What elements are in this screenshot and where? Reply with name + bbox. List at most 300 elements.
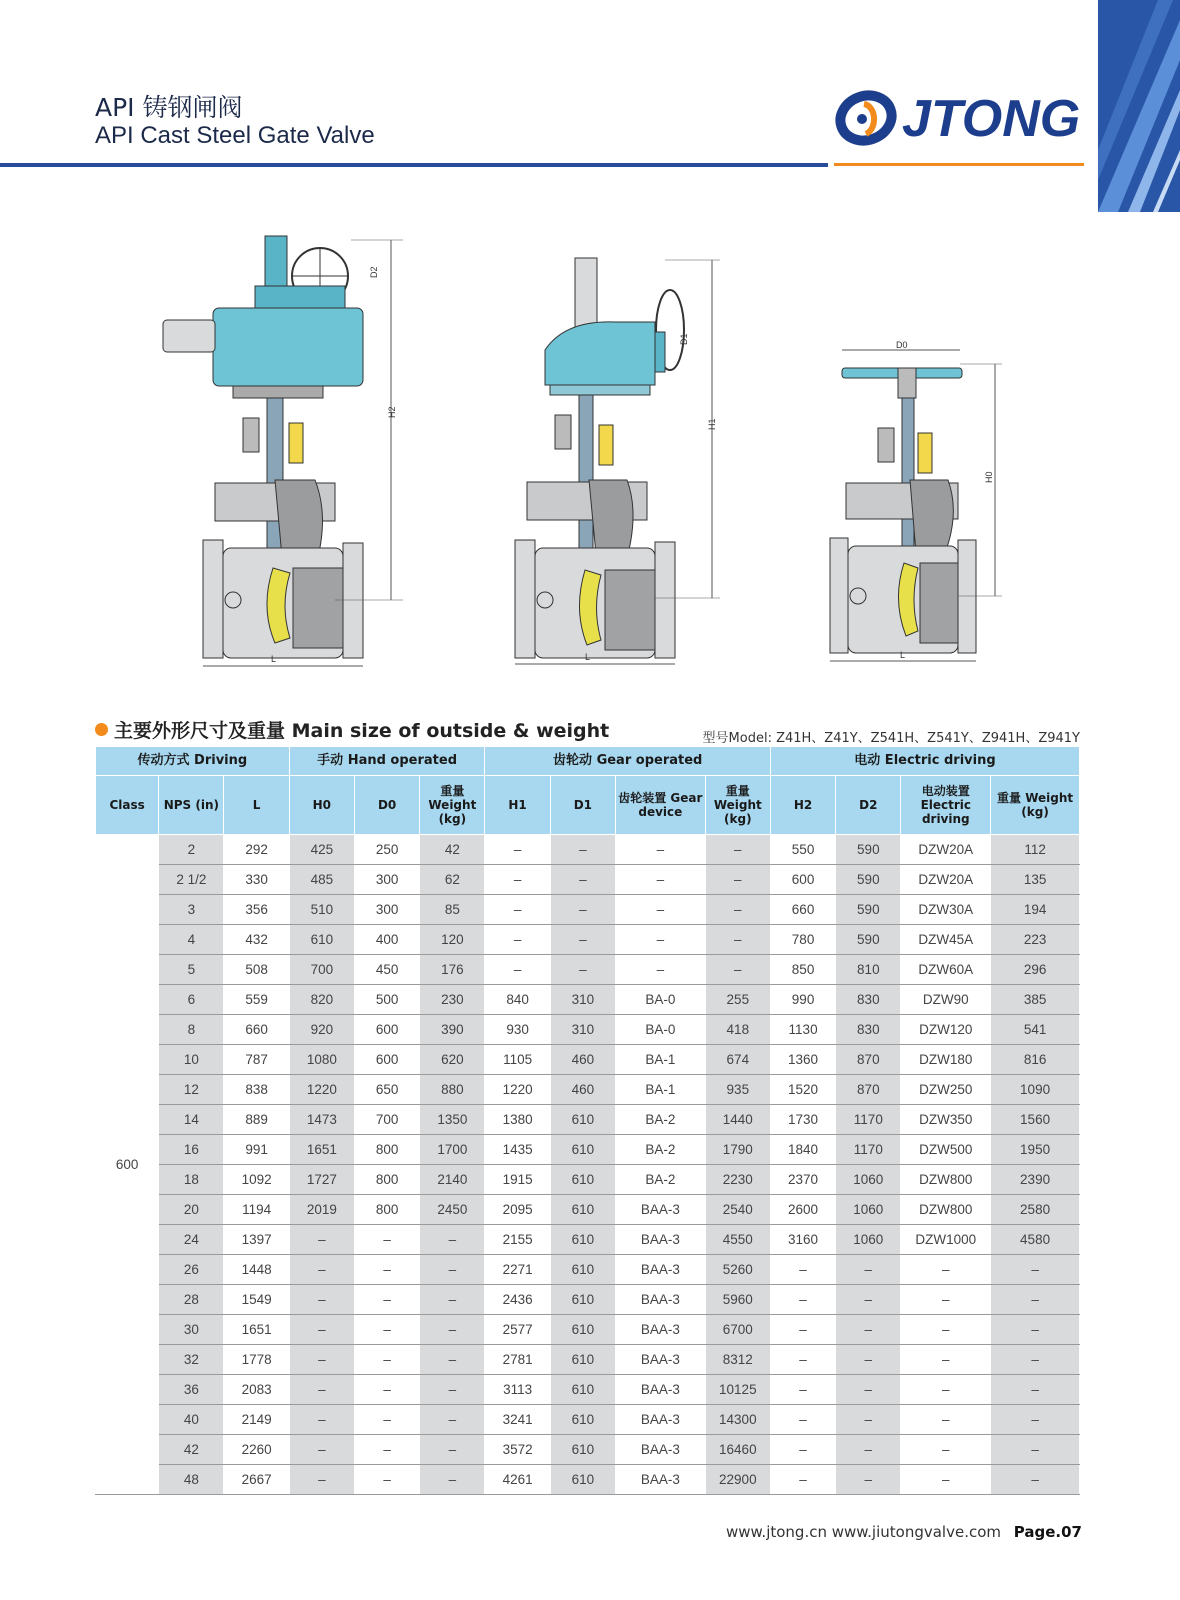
table-cell: 42: [159, 1435, 224, 1465]
table-cell: –: [836, 1435, 901, 1465]
table-cell: –: [705, 835, 770, 865]
spec-table: [95, 746, 1080, 1495]
table-cell: 1080: [289, 1045, 354, 1075]
group-electric: 电动 Electric driving: [770, 747, 1079, 776]
table-cell: –: [550, 925, 615, 955]
table-cell: 889: [224, 1105, 289, 1135]
table-row: [96, 955, 1080, 985]
table-cell: –: [289, 1345, 354, 1375]
table-cell: –: [991, 1285, 1080, 1315]
table-cell: 610: [550, 1345, 615, 1375]
table-cell: –: [550, 895, 615, 925]
table-cell: 194: [991, 895, 1080, 925]
table-row: [96, 1375, 1080, 1405]
table-cell: 135: [991, 865, 1080, 895]
table-cell: –: [901, 1435, 991, 1465]
table-cell: –: [550, 865, 615, 895]
section-title-text: 主要外形尺寸及重量 Main size of outside & weight: [114, 720, 610, 742]
table-cell: –: [420, 1285, 485, 1315]
table-cell: 385: [991, 985, 1080, 1015]
table-cell: DZW30A: [901, 895, 991, 925]
table-cell: 460: [550, 1075, 615, 1105]
table-cell: 610: [289, 925, 354, 955]
table-cell: 18: [159, 1165, 224, 1195]
table-row: [96, 1285, 1080, 1315]
table-cell: –: [485, 865, 550, 895]
table-cell: 10: [159, 1045, 224, 1075]
table-row: [96, 1345, 1080, 1375]
dim-d1: D1: [679, 333, 689, 345]
table-cell: –: [289, 1285, 354, 1315]
table-cell: 1130: [770, 1015, 835, 1045]
table-cell: 700: [289, 955, 354, 985]
table-cell: 1090: [991, 1075, 1080, 1105]
table-cell: 14300: [705, 1405, 770, 1435]
table-cell: –: [836, 1375, 901, 1405]
table-row: [96, 1465, 1080, 1495]
table-cell: 2271: [485, 1255, 550, 1285]
table-cell: 508: [224, 955, 289, 985]
table-cell: 1435: [485, 1135, 550, 1165]
table-cell: 1790: [705, 1135, 770, 1165]
table-cell: –: [485, 925, 550, 955]
dim-d0: D0: [896, 340, 908, 350]
table-cell: –: [289, 1375, 354, 1405]
table-cell: BAA-3: [615, 1465, 705, 1495]
table-cell: –: [289, 1315, 354, 1345]
table-cell: 300: [354, 895, 419, 925]
table-cell: 1350: [420, 1105, 485, 1135]
dim-l-electric: L: [271, 654, 277, 664]
table-cell: DZW45A: [901, 925, 991, 955]
table-cell: BA-0: [615, 985, 705, 1015]
table-cell: 16: [159, 1135, 224, 1165]
table-cell: DZW500: [901, 1135, 991, 1165]
table-cell: 1360: [770, 1045, 835, 1075]
table-cell: –: [485, 955, 550, 985]
table-row: [96, 925, 1080, 955]
table-cell: 432: [224, 925, 289, 955]
table-cell: 450: [354, 955, 419, 985]
table-cell: BA-1: [615, 1045, 705, 1075]
table-cell: 610: [550, 1315, 615, 1345]
table-cell: 840: [485, 985, 550, 1015]
table-cell: 830: [836, 985, 901, 1015]
table-cell: –: [770, 1285, 835, 1315]
table-row: [96, 1255, 1080, 1285]
table-cell: 250: [354, 835, 419, 865]
table-cell: 660: [770, 895, 835, 925]
table-cell: –: [354, 1405, 419, 1435]
col-h0: H0: [289, 776, 354, 835]
table-cell: –: [901, 1315, 991, 1345]
bullet-icon: [95, 723, 108, 736]
table-cell: –: [420, 1255, 485, 1285]
table-cell: 930: [485, 1015, 550, 1045]
table-cell: DZW250: [901, 1075, 991, 1105]
table-cell: 1194: [224, 1195, 289, 1225]
col-h2: H2: [770, 776, 835, 835]
dim-h1: H1: [707, 418, 717, 430]
table-cell: 40: [159, 1405, 224, 1435]
table-cell: 1220: [485, 1075, 550, 1105]
table-cell: 32: [159, 1345, 224, 1375]
table-cell: DZW60A: [901, 955, 991, 985]
table-cell: DZW20A: [901, 865, 991, 895]
table-cell: –: [705, 895, 770, 925]
table-cell: 4580: [991, 1225, 1080, 1255]
table-cell: –: [770, 1345, 835, 1375]
section-title: [95, 716, 609, 743]
header-divider: [0, 163, 828, 167]
table-cell: 26: [159, 1255, 224, 1285]
page-number: Page.07: [1013, 1523, 1082, 1541]
table-cell: 800: [354, 1135, 419, 1165]
table-row: [96, 835, 1080, 865]
electric-valve-drawing: [155, 228, 420, 673]
table-cell: 1397: [224, 1225, 289, 1255]
table-cell: 330: [224, 865, 289, 895]
table-cell: BAA-3: [615, 1255, 705, 1285]
table-cell: 600: [354, 1015, 419, 1045]
table-cell: 674: [705, 1045, 770, 1075]
hand-valve-drawing: [820, 338, 1010, 673]
table-cell: 991: [224, 1135, 289, 1165]
table-cell: –: [836, 1465, 901, 1495]
table-row: [96, 1195, 1080, 1225]
table-row: [96, 1075, 1080, 1105]
table-cell: 1727: [289, 1165, 354, 1195]
table-cell: 1549: [224, 1285, 289, 1315]
table-cell: 1778: [224, 1345, 289, 1375]
table-cell: 810: [836, 955, 901, 985]
page-title-cn: API 铸钢闸阀: [95, 93, 243, 122]
table-cell: 3: [159, 895, 224, 925]
table-cell: –: [354, 1375, 419, 1405]
table-cell: –: [354, 1225, 419, 1255]
table-cell: –: [770, 1255, 835, 1285]
table-cell: DZW350: [901, 1105, 991, 1135]
table-cell: BAA-3: [615, 1225, 705, 1255]
table-cell: 112: [991, 835, 1080, 865]
table-cell: –: [836, 1255, 901, 1285]
table-cell: –: [615, 835, 705, 865]
table-cell: DZW120: [901, 1015, 991, 1045]
table-row: [96, 1015, 1080, 1045]
table-cell: –: [770, 1465, 835, 1495]
table-cell: 600: [770, 865, 835, 895]
table-cell: 610: [550, 1255, 615, 1285]
table-cell: 1380: [485, 1105, 550, 1135]
col-class: Class: [96, 776, 159, 835]
table-cell: –: [836, 1285, 901, 1315]
model-list: 型号Model: Z41H、Z41Y、Z541H、Z541Y、Z941H、Z941Y: [702, 731, 1080, 746]
table-cell: BA-2: [615, 1105, 705, 1135]
table-cell: DZW800: [901, 1165, 991, 1195]
table-cell: 3113: [485, 1375, 550, 1405]
table-cell: 2781: [485, 1345, 550, 1375]
table-cell: 620: [420, 1045, 485, 1075]
spec-table-body: [96, 835, 1080, 1495]
dim-d2: D2: [369, 266, 379, 278]
table-cell: 3160: [770, 1225, 835, 1255]
table-cell: –: [420, 1225, 485, 1255]
table-cell: BAA-3: [615, 1345, 705, 1375]
table-cell: 541: [991, 1015, 1080, 1045]
table-cell: 610: [550, 1165, 615, 1195]
table-cell: 780: [770, 925, 835, 955]
table-cell: 1651: [289, 1135, 354, 1165]
table-cell: 880: [420, 1075, 485, 1105]
table-cell: 610: [550, 1225, 615, 1255]
col-electric-device: 电动装置 Electric driving: [901, 776, 991, 835]
table-cell: 42: [420, 835, 485, 865]
table-cell: 1105: [485, 1045, 550, 1075]
table-cell: –: [991, 1465, 1080, 1495]
table-cell: 4550: [705, 1225, 770, 1255]
table-cell: –: [770, 1315, 835, 1345]
table-cell: 870: [836, 1045, 901, 1075]
footer: [726, 1523, 1082, 1541]
table-cell: 2230: [705, 1165, 770, 1195]
table-cell: 1560: [991, 1105, 1080, 1135]
table-cell: 2580: [991, 1195, 1080, 1225]
table-cell: 550: [770, 835, 835, 865]
footer-urls: www.jtong.cn www.jiutongvalve.com: [726, 1523, 1002, 1541]
table-cell: 2600: [770, 1195, 835, 1225]
dim-l-gear: L: [585, 652, 591, 662]
table-cell: –: [420, 1345, 485, 1375]
table-cell: 1520: [770, 1075, 835, 1105]
table-cell: 24: [159, 1225, 224, 1255]
table-cell: –: [289, 1435, 354, 1465]
table-cell: –: [550, 955, 615, 985]
table-cell: 16460: [705, 1435, 770, 1465]
table-cell: 62: [420, 865, 485, 895]
col-gear-device: 齿轮装置 Gear device: [615, 776, 705, 835]
table-cell: 6700: [705, 1315, 770, 1345]
table-cell: 610: [550, 1195, 615, 1225]
table-cell: 1448: [224, 1255, 289, 1285]
table-cell: –: [991, 1375, 1080, 1405]
table-cell: 5960: [705, 1285, 770, 1315]
col-l: L: [224, 776, 289, 835]
table-cell: 2095: [485, 1195, 550, 1225]
table-cell: 2 1/2: [159, 865, 224, 895]
table-cell: 2450: [420, 1195, 485, 1225]
table-row: [96, 865, 1080, 895]
table-cell: –: [550, 835, 615, 865]
dim-l-hand: L: [900, 650, 906, 660]
table-cell: 2667: [224, 1465, 289, 1495]
table-cell: 1170: [836, 1105, 901, 1135]
table-cell: 850: [770, 955, 835, 985]
table-cell: –: [901, 1465, 991, 1495]
table-cell: DZW180: [901, 1045, 991, 1075]
table-row: [96, 1105, 1080, 1135]
table-cell: 820: [289, 985, 354, 1015]
table-cell: 230: [420, 985, 485, 1015]
table-cell: 600: [354, 1045, 419, 1075]
table-cell: 6: [159, 985, 224, 1015]
table-cell: 610: [550, 1105, 615, 1135]
table-cell: 292: [224, 835, 289, 865]
table-cell: 2083: [224, 1375, 289, 1405]
table-cell: 787: [224, 1045, 289, 1075]
table-cell: BAA-3: [615, 1315, 705, 1345]
table-row: [96, 1135, 1080, 1165]
table-cell: 20: [159, 1195, 224, 1225]
table-cell: 120: [420, 925, 485, 955]
table-cell: 425: [289, 835, 354, 865]
table-cell: 3572: [485, 1435, 550, 1465]
table-cell: 559: [224, 985, 289, 1015]
table-cell: 2: [159, 835, 224, 865]
table-cell: 510: [289, 895, 354, 925]
group-gear: 齿轮动 Gear operated: [485, 747, 770, 776]
table-cell: –: [991, 1435, 1080, 1465]
table-cell: 30: [159, 1315, 224, 1345]
table-cell: –: [354, 1285, 419, 1315]
col-nps: NPS (in): [159, 776, 224, 835]
table-cell: 5: [159, 955, 224, 985]
table-cell: BA-2: [615, 1165, 705, 1195]
table-cell: 2019: [289, 1195, 354, 1225]
table-row: [96, 1045, 1080, 1075]
class-cell: 600: [96, 835, 159, 1495]
logo-text: JTONG: [902, 90, 1081, 148]
table-cell: 610: [550, 1285, 615, 1315]
col-weight-electric: 重量 Weight (kg): [991, 776, 1080, 835]
table-cell: 610: [550, 1465, 615, 1495]
table-cell: 870: [836, 1075, 901, 1105]
col-weight-gear: 重量 Weight (kg): [705, 776, 770, 835]
table-cell: 176: [420, 955, 485, 985]
table-cell: 590: [836, 895, 901, 925]
table-cell: –: [901, 1405, 991, 1435]
col-h1: H1: [485, 776, 550, 835]
table-cell: 590: [836, 865, 901, 895]
table-cell: 1060: [836, 1225, 901, 1255]
table-cell: 1060: [836, 1195, 901, 1225]
table-cell: DZW800: [901, 1195, 991, 1225]
table-cell: 800: [354, 1195, 419, 1225]
table-cell: 500: [354, 985, 419, 1015]
table-cell: 800: [354, 1165, 419, 1195]
table-cell: –: [485, 895, 550, 925]
table-cell: 590: [836, 835, 901, 865]
table-cell: 85: [420, 895, 485, 925]
table-row: [96, 1315, 1080, 1345]
table-cell: 1060: [836, 1165, 901, 1195]
table-cell: –: [289, 1255, 354, 1285]
table-cell: –: [289, 1465, 354, 1495]
table-row: [96, 1225, 1080, 1255]
gear-valve-drawing: [505, 250, 730, 675]
table-cell: 400: [354, 925, 419, 955]
table-cell: –: [289, 1225, 354, 1255]
table-cell: 5260: [705, 1255, 770, 1285]
corner-decoration: [1098, 0, 1180, 212]
table-cell: 610: [550, 1375, 615, 1405]
table-cell: –: [615, 895, 705, 925]
table-cell: 10125: [705, 1375, 770, 1405]
table-cell: 1473: [289, 1105, 354, 1135]
table-cell: –: [836, 1315, 901, 1345]
table-cell: 1092: [224, 1165, 289, 1195]
table-cell: 816: [991, 1045, 1080, 1075]
table-cell: –: [420, 1465, 485, 1495]
table-cell: DZW20A: [901, 835, 991, 865]
table-cell: 48: [159, 1465, 224, 1495]
table-cell: –: [991, 1315, 1080, 1345]
table-cell: 2140: [420, 1165, 485, 1195]
table-cell: –: [354, 1435, 419, 1465]
table-cell: BA-1: [615, 1075, 705, 1105]
table-cell: –: [420, 1435, 485, 1465]
table-cell: 2260: [224, 1435, 289, 1465]
table-cell: 310: [550, 1015, 615, 1045]
table-row: [96, 985, 1080, 1015]
table-cell: BA-0: [615, 1015, 705, 1045]
table-cell: BAA-3: [615, 1375, 705, 1405]
table-cell: –: [354, 1345, 419, 1375]
table-cell: 1840: [770, 1135, 835, 1165]
table-cell: 4261: [485, 1465, 550, 1495]
table-cell: –: [420, 1315, 485, 1345]
table-row: [96, 1405, 1080, 1435]
table-cell: 8: [159, 1015, 224, 1045]
table-cell: 935: [705, 1075, 770, 1105]
table-cell: 28: [159, 1285, 224, 1315]
table-cell: 1220: [289, 1075, 354, 1105]
table-cell: 660: [224, 1015, 289, 1045]
table-cell: BAA-3: [615, 1195, 705, 1225]
table-cell: 610: [550, 1435, 615, 1465]
table-cell: 8312: [705, 1345, 770, 1375]
group-driving: 传动方式 Driving: [96, 747, 290, 776]
table-cell: 12: [159, 1075, 224, 1105]
table-cell: –: [289, 1405, 354, 1435]
table-cell: DZW1000: [901, 1225, 991, 1255]
table-cell: –: [901, 1375, 991, 1405]
table-cell: 36: [159, 1375, 224, 1405]
table-cell: –: [901, 1285, 991, 1315]
group-hand: 手动 Hand operated: [289, 747, 485, 776]
table-cell: 255: [705, 985, 770, 1015]
table-cell: 650: [354, 1075, 419, 1105]
table-cell: 1730: [770, 1105, 835, 1135]
table-cell: –: [485, 835, 550, 865]
table-cell: 4: [159, 925, 224, 955]
col-d1: D1: [550, 776, 615, 835]
table-cell: 2540: [705, 1195, 770, 1225]
table-cell: –: [991, 1345, 1080, 1375]
table-cell: –: [420, 1405, 485, 1435]
table-cell: 460: [550, 1045, 615, 1075]
table-cell: 990: [770, 985, 835, 1015]
table-cell: 14: [159, 1105, 224, 1135]
table-cell: –: [770, 1435, 835, 1465]
table-cell: 590: [836, 925, 901, 955]
table-cell: 838: [224, 1075, 289, 1105]
table-cell: 700: [354, 1105, 419, 1135]
table-cell: 2577: [485, 1315, 550, 1345]
table-cell: –: [705, 955, 770, 985]
col-weight-hand: 重量 Weight (kg): [420, 776, 485, 835]
table-cell: –: [420, 1375, 485, 1405]
jtong-logo: [832, 78, 1087, 158]
